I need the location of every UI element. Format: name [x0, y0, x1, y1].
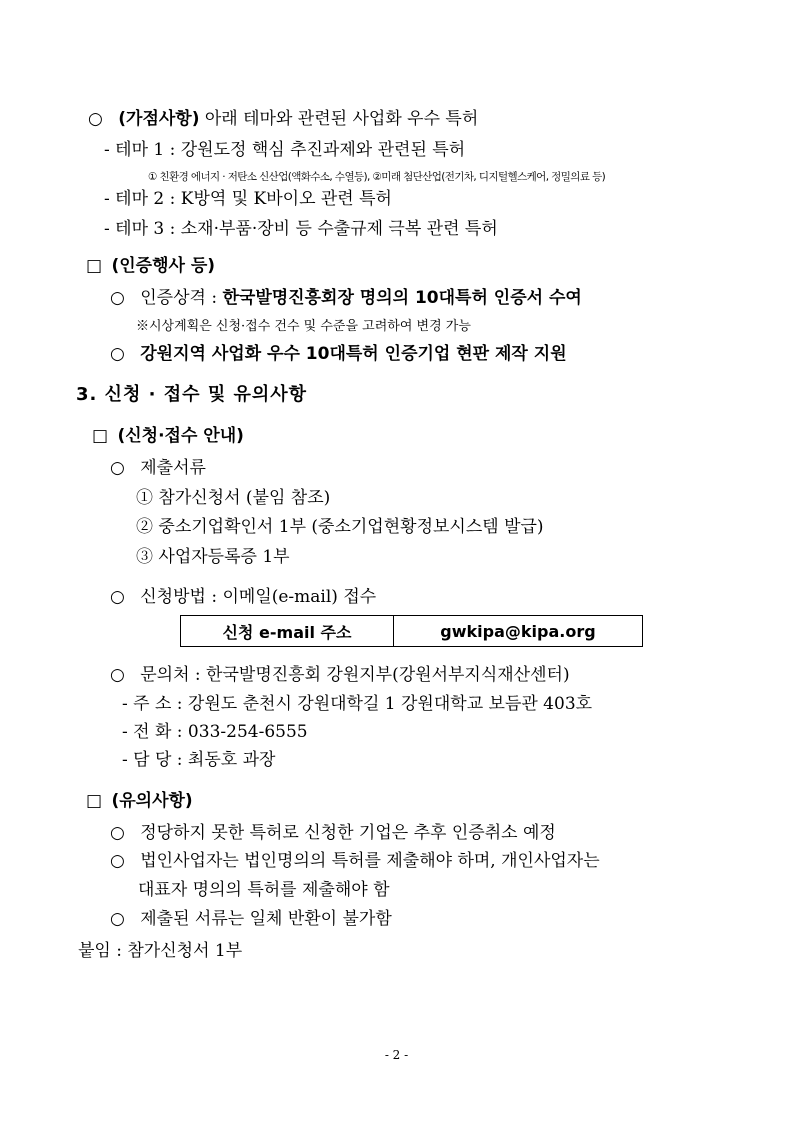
note-3 — [110, 908, 392, 930]
contact-address: - 주 소 : 강원도 춘천시 강원대학길 1 강원대학교 보듬관 403호 — [122, 694, 593, 714]
cert-item-1-note: ※시상계획은 신청·접수 건수 및 수준을 고려하여 변경 가능 — [136, 319, 471, 334]
method-line — [110, 586, 376, 608]
bullet-circle: ○ — [88, 109, 103, 129]
bonus-heading — [88, 108, 478, 130]
bullet-circle: ○ — [110, 458, 125, 478]
note-2-text-a: 법인사업자는 법인명의의 특허를 제출해야 하며, 개인사업자는 — [140, 851, 600, 871]
notes-heading-label: (유의사항) — [111, 791, 193, 811]
bullet-circle: ○ — [110, 823, 125, 843]
note-1-text: 정당하지 못한 특허로 신청한 기업은 추후 인증취소 예정 — [140, 823, 556, 843]
section-3-title: 3. 신청 · 접수 및 유의사항 — [76, 384, 308, 405]
checkbox-square-icon: □ — [86, 256, 103, 276]
note-2 — [110, 850, 600, 872]
cert-heading-label: (인증행사 등) — [111, 256, 216, 276]
contact-line — [110, 664, 570, 686]
docs-label: 제출서류 — [140, 458, 206, 478]
bullet-circle: ○ — [110, 288, 125, 308]
notes-heading — [86, 790, 193, 812]
cert-item-1-label: 인증상격 : — [140, 288, 223, 308]
doc-1: ① 참가신청서 (붙임 참조) — [136, 488, 331, 508]
doc-2: ② 중소기업확인서 1부 (중소기업현황정보시스템 발급) — [136, 517, 544, 537]
cert-item-2 — [110, 343, 567, 365]
bullet-circle: ○ — [110, 909, 125, 929]
bullet-circle: ○ — [110, 851, 125, 871]
doc-3: ③ 사업자등록증 1부 — [136, 547, 290, 567]
contact-phone: - 전 화 : 033-254-6555 — [122, 722, 308, 742]
bullet-circle: ○ — [110, 344, 125, 364]
checkbox-square-icon: □ — [86, 791, 103, 811]
theme-3: - 테마 3 : 소재·부품·장비 등 수출규제 극복 관련 특허 — [104, 219, 498, 239]
note-2-text-b: 대표자 명의의 특허를 제출해야 함 — [138, 880, 390, 900]
email-label-cell: 신청 e-mail 주소 — [181, 616, 394, 647]
cert-heading — [86, 255, 215, 277]
cert-item-2-bold: 강원지역 사업화 우수 10대특허 인증기업 현판 제작 지원 — [140, 344, 567, 364]
email-value-cell[interactable]: gwkipa@kipa.org — [394, 616, 643, 647]
theme-1-note: ① 친환경 에너지 · 저탄소 신산업(액화수소, 수열등), ②미래 첨단산업(전기차, 디지털헬스케어, 정밀의료 등) — [148, 171, 606, 183]
attachment-line: 붙임 : 참가신청서 1부 — [78, 941, 243, 961]
email-table — [180, 615, 643, 647]
contact-text: 문의처 : 한국발명진흥회 강원지부(강원서부지식재산센터) — [140, 665, 570, 685]
cert-item-1-bold: 한국발명진흥회장 명의의 10대특허 인증서 수여 — [222, 288, 582, 308]
theme-2: - 테마 2 : K방역 및 K바이오 관련 특허 — [104, 189, 392, 209]
checkbox-square-icon: □ — [92, 426, 109, 446]
note-3-text: 제출된 서류는 일체 반환이 불가함 — [140, 909, 392, 929]
note-1 — [110, 822, 556, 844]
bonus-heading-text: 아래 테마와 관련된 사업화 우수 특허 — [199, 109, 479, 129]
theme-1: - 테마 1 : 강원도정 핵심 추진과제와 관련된 특허 — [104, 140, 466, 160]
apply-heading — [92, 425, 244, 447]
contact-manager: - 담 당 : 최동호 과장 — [122, 750, 276, 770]
bullet-circle: ○ — [110, 665, 125, 685]
docs-heading — [110, 457, 206, 479]
page-number: - 2 - — [384, 1048, 409, 1062]
cert-item-1 — [110, 287, 582, 309]
bullet-circle: ○ — [110, 587, 125, 607]
apply-heading-label: (신청·접수 안내) — [117, 426, 244, 446]
method-text: 신청방법 : 이메일(e-mail) 접수 — [140, 587, 377, 607]
bonus-heading-bold: (가점사항) — [118, 109, 200, 129]
